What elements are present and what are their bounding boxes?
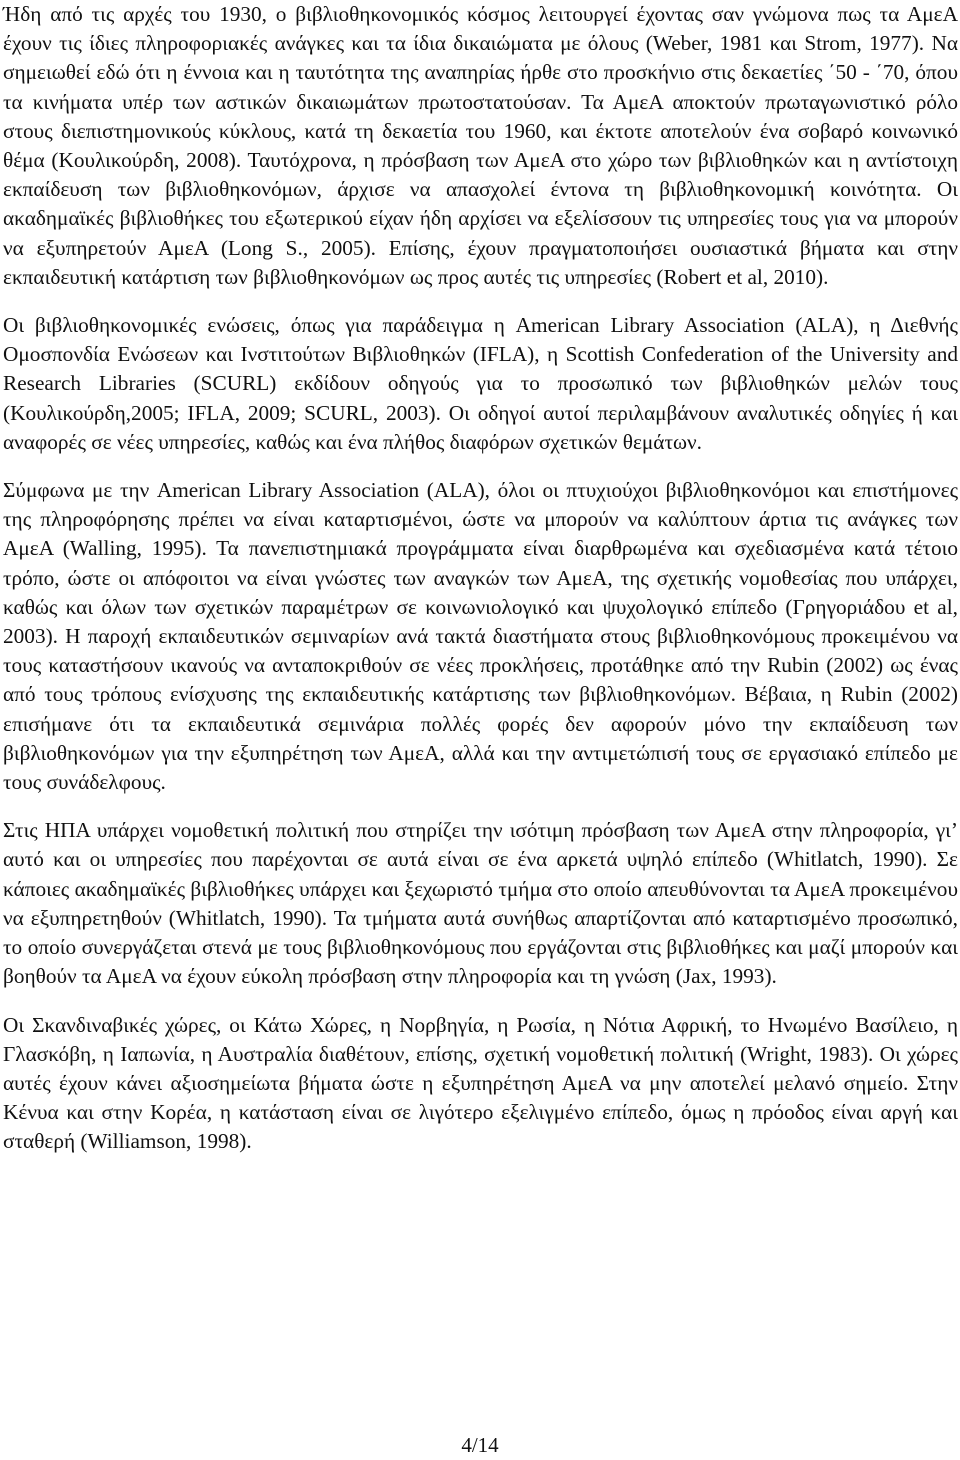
page-number: 4/14 <box>461 1433 499 1457</box>
paragraph-usa-policy: Στις ΗΠΑ υπάρχει νομοθετική πολιτική που στηρίζει την ισότιμη πρόσβαση των ΑμεΑ στην πληροφορία, γι’ αυτό και οι υπηρεσίες που παρέχονται σε αυτά είναι σε ένα αρκετά υψηλό επίπεδο (Whitlatch, 1990). Σε κάποιες ακαδημαϊκές βιβλιοθήκες υπάρχει και ξεχωριστό τμήμα στο οποίο απευθύνονται τα ΑμεΑ προκειμένου να εξυπηρετηθούν (Whitlatch, 1990). Τα τμήματα αυτά συνήθως απαρτίζονται από καταρτισμένο προσωπικό, το οποίο συνεργάζεται στενά με τους βιβλιοθηκονόμους που εργάζονται στις βιβλιοθήκες και μαζί μπορούν και βοηθούν τα ΑμεΑ να έχουν εύκολη πρόσβαση στην πληροφορία και τη γνώση (Jax, 1993). <box>3 818 958 989</box>
paragraph-ala-training: Σύμφωνα με την American Library Association (ALA), όλοι οι πτυχιούχοι βιβλιοθηκονόμοι και επιστήμονες της πληροφόρησης πρέπει να είναι καταρτισμένοι, ώστε να μπορούν να καλύπτουν άρτια τις ανάγκες των ΑμεΑ (Walling, 1995). Τα πανεπιστημιακά προγράμματα είναι διαρθρωμένα και σχεδιασμένα κατά τέτοιο τρόπο, ώστε οι απόφοιτοι να είναι γνώστες των αναγκών των ΑμεΑ, της σχετικής νομοθεσίας που υπάρχει, καθώς και όλων των σχετικών παραμέτρων σε κοινωνιολογικό και ψυχολογικό επίπεδο (Γρηγοριάδου et al, 2003). Η παροχή εκπαιδευτικών σεμιναρίων ανά τακτά διαστήματα στους βιβλιοθηκονόμους προκειμένου να τους καταστήσουν ικανούς να ανταποκριθούν σε νέες προκλήσεις, προτάθηκε από την Rubin (2002) ως ένας από τους τρόπους ενίσχυσης της εκπαιδευτικής κατάρτισης των βιβλιοθηκονόμων. Βέβαια, η Rubin (2002) επισήμανε ότι τα εκπαιδευτικά σεμινάρια πολλές φορές δεν αφορούν μόνο την εκπαίδευση των βιβλιοθηκονόμων για την εξυπηρέτηση των ΑμεΑ, αλλά και την αντιμετώπισή τους σε εργασιακό επίπεδο με τους συνάδελφους. <box>3 478 958 795</box>
paragraph-associations: Οι βιβλιοθηκονομικές ενώσεις, όπως για παράδειγμα η American Library Association (ALA), η Διεθνής Ομοσπονδία Ενώσεων και Ινστιτούτων Βιβλιοθηκών (IFLA), η Scottish Confederation of the University and Research Libraries (SCURL) εκδίδουν οδηγούς για το προσωπικό των βιβλιοθηκών μελών τους (Κουλικούρδη,2005; IFLA, 2009; SCURL, 2003). Οι οδηγοί αυτοί περιλαμβάνουν αναλυτικές οδηγίες ή και αναφορές σε νέες υπηρεσίες, καθώς και ένα πλήθος διαφόρων σχετικών θεμάτων. <box>3 313 958 454</box>
paragraph-history: Ήδη από τις αρχές του 1930, ο βιβλιοθηκονομικός κόσμος λειτουργεί έχοντας σαν γνώμονα πως τα ΑμεΑ έχουν τις ίδιες πληροφοριακές ανάγκες και τα ίδια δικαιώματα με όλους (Weber, 1981 και Strom, 1977). Να σημειωθεί εδώ ότι η έννοια και η ταυτότητα της αναπηρίας ήρθε στο προσκήνιο στις δεκαετίες ΄50 - ΄70, όπου τα κινήματα υπέρ των αστικών δικαιωμάτων πρωτοστατούσαν. Τα ΑμεΑ αποκτούν πρωταγωνιστικό ρόλο στους διεπιστημονικούς κύκλους, κατά τη δεκαετία του 1960, και έκτοτε αποτελούν ένα σοβαρό κοινωνικό θέμα (Κουλικούρδη, 2008). Ταυτόχρονα, η πρόσβαση των ΑμεΑ στο χώρο των βιβλιοθηκών και η αντίστοιχη εκπαίδευση των βιβλιοθηκονόμων, άρχισε να απασχολεί έντονα τη βιβλιοθηκονομική κοινότητα. Οι ακαδημαϊκές βιβλιοθήκες του εξωτερικού είχαν ήδη αρχίσει να εξελίσσουν τις υπηρεσίες τους για να μπορούν να εξυπηρετούν ΑμεΑ (Long S., 2005). Επίσης, έχουν πραγματοποιήσει ουσιαστικά βήματα και στην εκπαιδευτική κατάρτιση των βιβλιοθηκονόμων ως προς αυτές τις υπηρεσίες (Robert et al, 2010). <box>3 2 958 289</box>
document-page <box>3 0 958 1157</box>
paragraph-other-countries: Οι Σκανδιναβικές χώρες, οι Κάτω Χώρες, η Νορβηγία, η Ρωσία, η Νότια Αφρική, το Ηνωμένο Βασίλειο, η Γλασκόβη, η Ιαπωνία, η Αυστραλία διαθέτουν, επίσης, σχετική νομοθετική πολιτική (Wright, 1983). Οι χώρες αυτές έχουν κάνει αξιοσημείωτα βήματα ώστε η εξυπηρέτηση ΑμεΑ να μην αποτελεί μελανό σημείο. Στην Κένυα και στην Κορέα, η κατάσταση είναι σε λιγότερο εξελιγμένο επίπεδο, όμως η πρόοδος είναι αργή και σταθερή (Williamson, 1998). <box>3 1012 958 1154</box>
